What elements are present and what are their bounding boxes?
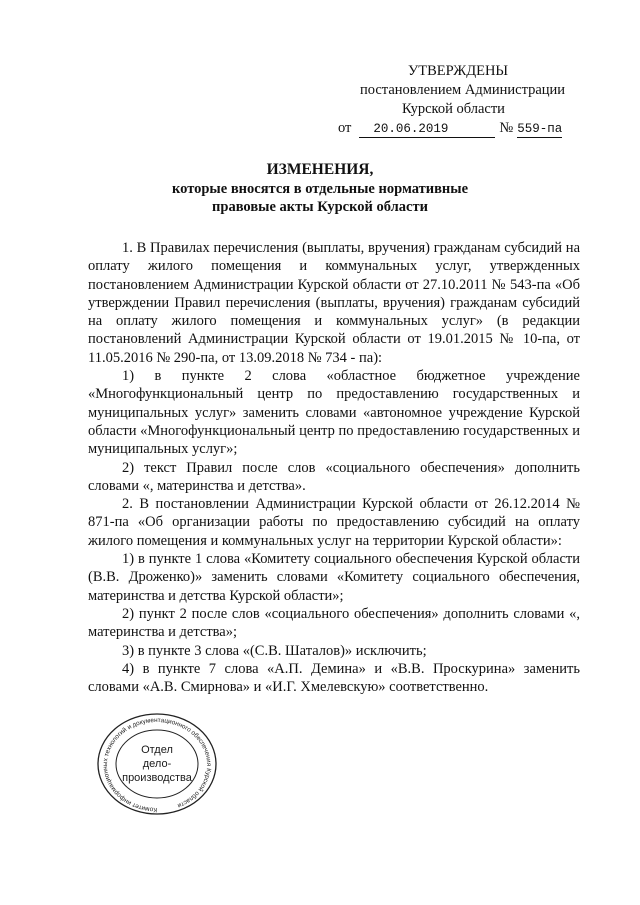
document-subtitle-line2: правовые акты Курской области <box>212 199 428 215</box>
paragraph-2-item-1: 1) в пункте 1 слова «Комитету социального обеспечения Курской области (В.В. Дроженко)» заменить словами «Комитету социального обеспечения, материнства и детства Курской области»; <box>88 551 580 604</box>
approval-number-label: № <box>499 120 514 136</box>
stamp-line1: Отдел <box>141 744 173 756</box>
paragraph-1: 1. В Правилах перечисления (выплаты, вручения) гражданам субсидий на оплату жилого помещения и коммунальных услуг, утвержденных постановлением Администрации Курской области от 27.10.2011 № 543-па «Об утверждении Правил перечисления (выплаты, вручения) гражданам субсидий на оплату жилого помещения и коммунальных услуг» (в редакции постановлений Администрации Курской области от 19.01.2015 № 10-па, от 11.05.2016 № 290-па, от 13.09.2018 № 734 - па): <box>88 240 580 366</box>
approval-block <box>338 62 588 138</box>
paragraph-2: 2. В постановлении Администрации Курской области от 26.12.2014 № 871-па «Об организации работы по предоставлению субсидий на оплату жилого помещения и коммунальных услуг на территории Курской области»: <box>88 496 580 549</box>
approval-date: 20.06.2019 <box>359 122 495 138</box>
approval-issuer: постановлением Администрации <box>360 82 566 98</box>
approval-region: Курской области <box>402 101 505 117</box>
paragraph-1-item-2: 2) текст Правил после слов «социального обеспечения» дополнить словами «, материнства и детства». <box>88 459 580 494</box>
paragraph-1-item-1: 1) в пункте 2 слова «областное бюджетное учреждение «Многофункциональный центр по предоставлению государственных и муниципальных услуг» заменить словами «автономное учреждение Курской области «Многофункциональный центр по предоставлению государственных и муниципальных услуг»; <box>88 368 580 458</box>
office-stamp <box>96 712 218 816</box>
approval-date-number-line <box>338 119 588 138</box>
document-body <box>88 239 580 696</box>
paragraph-2-item-2: 2) пункт 2 после слов «социального обеспечения» дополнить словами «, материнства и детства»; <box>88 605 580 641</box>
document-title: ИЗМЕНЕНИЯ, <box>266 161 374 178</box>
document-subtitle-line1: которые вносятся в отдельные нормативные <box>171 181 469 197</box>
document-heading <box>80 160 560 216</box>
stamp-line2: дело- <box>142 758 172 770</box>
paragraph-2-item-4: 4) в пункте 7 слова «А.П. Демина» и «В.В. Проскурина» заменить словами «А.В. Смирнова» и «И.Г. Хмелевскую» соответственно. <box>88 660 580 696</box>
approval-number: 559-па <box>517 122 563 136</box>
approval-from-label: от <box>338 120 352 136</box>
approval-title: УТВЕРЖДЕНЫ <box>408 63 509 79</box>
stamp-center <box>96 712 218 816</box>
stamp-ring-text: Комитет информационных технологий и документационного обеспечения Курской области <box>102 716 213 814</box>
stamp-line3: производства <box>122 772 192 784</box>
paragraph-2-item-3: 3) в пункте 3 слова «(С.В. Шаталов)» исключить; <box>122 642 427 659</box>
